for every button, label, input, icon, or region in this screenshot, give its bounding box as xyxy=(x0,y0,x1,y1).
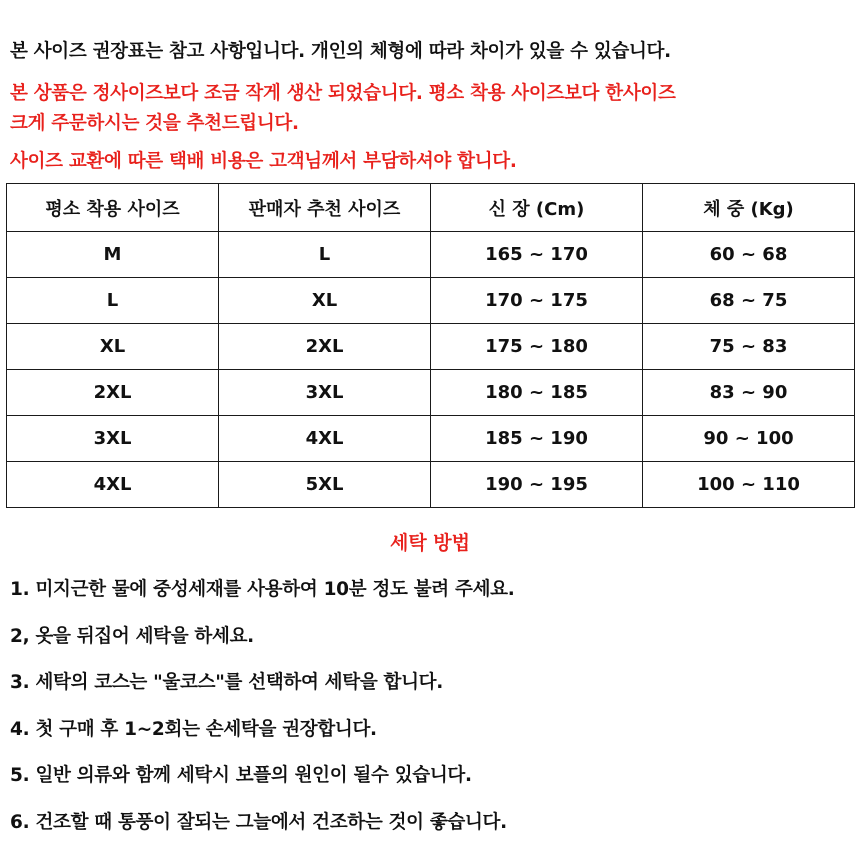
washing-method-title: 세탁 방법 xyxy=(389,532,471,554)
table-row xyxy=(7,462,855,508)
table-cell: 83 ~ 90 xyxy=(643,370,855,416)
table-cell: XL xyxy=(219,278,431,324)
table-cell: 75 ~ 83 xyxy=(643,324,855,370)
table-cell: 4XL xyxy=(7,462,219,508)
header-recommended-size: 판매자 추천 사이즈 xyxy=(219,184,431,232)
table-cell: 2XL xyxy=(7,370,219,416)
header-height: 신 장 (Cm) xyxy=(431,184,643,232)
table-row xyxy=(7,278,855,324)
table-row xyxy=(7,416,855,462)
table-cell: 2XL xyxy=(219,324,431,370)
list-item: 4. 첫 구매 후 1~2회는 손세탁을 권장합니다. xyxy=(10,718,377,740)
notice-line-2: 본 상품은 정사이즈보다 조금 작게 생산 되었습니다. 평소 착용 사이즈보다 한사이즈 xyxy=(10,83,676,104)
table-cell: 175 ~ 180 xyxy=(431,324,643,370)
table-header-row xyxy=(7,184,855,232)
list-item: 1. 미지근한 물에 중성세재를 사용하여 10분 정도 불려 주세요. xyxy=(10,579,515,600)
washing-instructions-list xyxy=(10,574,514,853)
notice-line-1: 본 사이즈 권장표는 참고 사항입니다. 개인의 체형에 따라 차이가 있을 수 있습니다. xyxy=(10,41,671,62)
table-cell: 100 ~ 110 xyxy=(643,462,855,508)
list-item: 5. 일반 의류와 함께 세탁시 보플의 원인이 될수 있습니다. xyxy=(10,765,472,786)
size-table xyxy=(6,183,855,508)
table-cell: 180 ~ 185 xyxy=(431,370,643,416)
table-cell: 3XL xyxy=(7,416,219,462)
table-cell: 68 ~ 75 xyxy=(643,278,855,324)
list-item: 6. 건조할 때 통풍이 잘되는 그늘에서 건조하는 것이 좋습니다. xyxy=(10,811,507,833)
table-row xyxy=(7,324,855,370)
table-cell: 60 ~ 68 xyxy=(643,232,855,278)
table-row xyxy=(7,232,855,278)
table-cell: 170 ~ 175 xyxy=(431,278,643,324)
header-usual-size: 평소 착용 사이즈 xyxy=(7,184,219,232)
notice-line-3: 크게 주문하시는 것을 추천드립니다. xyxy=(10,113,299,134)
table-cell: 5XL xyxy=(219,462,431,508)
table-cell: 185 ~ 190 xyxy=(431,416,643,462)
table-row xyxy=(7,370,855,416)
table-cell: L xyxy=(219,232,431,278)
table-cell: 90 ~ 100 xyxy=(643,416,855,462)
table-cell: 190 ~ 195 xyxy=(431,462,643,508)
table-cell: 3XL xyxy=(219,370,431,416)
list-item: 3. 세탁의 코스는 "울코스"를 선택하여 세탁을 합니다. xyxy=(10,672,443,693)
table-cell: 165 ~ 170 xyxy=(431,232,643,278)
table-cell: XL xyxy=(7,324,219,370)
table-cell: L xyxy=(7,278,219,324)
header-weight: 체 중 (Kg) xyxy=(643,184,855,232)
table-cell: 4XL xyxy=(219,416,431,462)
notice-line-4: 사이즈 교환에 따른 택배 비용은 고객님께서 부담하셔야 합니다. xyxy=(10,151,517,172)
table-cell: M xyxy=(7,232,219,278)
list-item: 2, 옷을 뒤집어 세탁을 하세요. xyxy=(10,625,254,647)
